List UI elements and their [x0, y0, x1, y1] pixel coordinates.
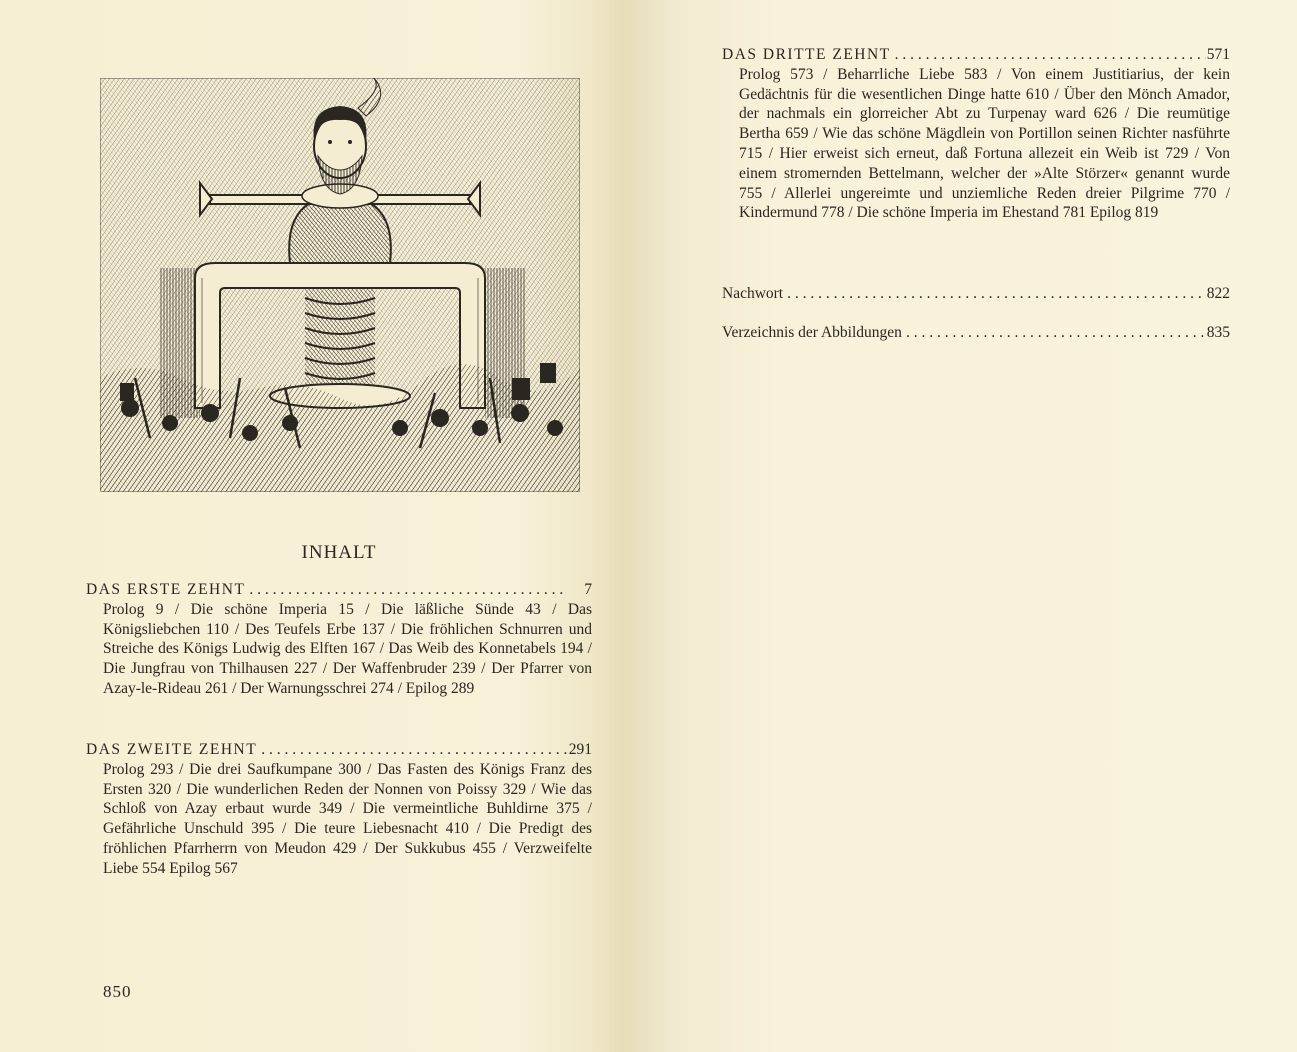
page-number-folio: 850	[103, 982, 132, 1001]
section-title: DAS DRITTE ZEHNT	[722, 46, 891, 63]
left-page	[0, 0, 640, 1052]
toc-section-erste-zehnt	[86, 580, 592, 699]
leader-dots	[902, 324, 1206, 342]
entry-label: Verzeichnis der Abbildungen	[722, 324, 902, 341]
leader-dots	[245, 580, 568, 600]
toc-entry-nachwort	[722, 285, 1230, 303]
section-page-number: 7	[584, 581, 592, 598]
right-page	[660, 0, 1297, 1052]
section-page-number: 571	[1206, 46, 1230, 63]
leader-dots	[257, 740, 568, 760]
section-contents: Prolog 9 / Die schöne Imperia 15 / Die läßliche Sünde 43 / Das Königsliebchen 110 / Des Teufels Erbe 137 / Die fröhlichen Schnurren und Streiche des Königs Ludwig des Elften 167 / Das Weib des Konnetabels 194 / Die Jungfrau von Thilhausen 227 / Der Waffenbruder 239 / Der Pfarrer von Azay-le-Rideau 261 / Der Warnungsschrei 274 / Epilog 289	[103, 600, 592, 697]
toc-section-heading	[86, 740, 592, 760]
toc-section-heading	[722, 45, 1230, 65]
section-contents: Prolog 573 / Beharrliche Liebe 583 / Von einem Justitiarius, der kein Gedächtnis für die wesentlichen Dinge hatte 610 / Über den Mönch Amador, der nachmals ein glorreicher Abt zu Turpenay ward 626 / Die reumütige Bertha 659 / Wie das schöne Mägdlein von Portillon seinen Richter nasführte 715 / Hier erweist sich erneut, daß Fortuna allezeit ein Weib ist 729 / Von einem stromernden Bettelmann, welcher der »Alte Störzer« genannt wurde 755 / Allerlei ungereimte und unziemliche Reden dreier Pilgrime 770 / Kindermund 778 / Die schöne Imperia im Ehestand 781 Epilog 819	[739, 65, 1230, 222]
section-page-number: 291	[568, 741, 592, 758]
section-contents: Prolog 293 / Die drei Saufkumpane 300 / Das Fasten des Königs Franz des Ersten 320 / Die wunderlichen Reden der Nonnen von Poissy 329 / Wie das Schloß von Azay erbaut wurde 349 / Die vermeintliche Buhldirne 375 / Gefährliche Unschuld 395 / Die teure Liebesnacht 410 / Die Predigt des fröhlichen Pfarrherrn von Meudon 429 / Der Sukkubus 455 / Verzweifelte Liebe 554 Epilog 567	[103, 760, 592, 877]
toc-section-zweite-zehnt	[86, 740, 592, 879]
engraving-bearded-head-on-press-icon	[100, 78, 580, 492]
entry-label: Nachwort	[722, 285, 784, 302]
toc-entry-verzeichnis-der-abbildungen	[722, 324, 1230, 342]
leader-dots	[783, 285, 1206, 303]
section-title: DAS ZWEITE ZEHNT	[86, 741, 258, 758]
contents-heading: INHALT	[301, 542, 377, 563]
entry-page-number: 822	[1206, 285, 1230, 302]
engraving-illustration	[100, 78, 580, 492]
leader-dots	[891, 45, 1206, 65]
toc-section-dritte-zehnt	[722, 45, 1230, 223]
entry-page-number: 835	[1206, 324, 1230, 341]
toc-section-heading	[86, 580, 592, 600]
section-title: DAS ERSTE ZEHNT	[86, 581, 246, 598]
